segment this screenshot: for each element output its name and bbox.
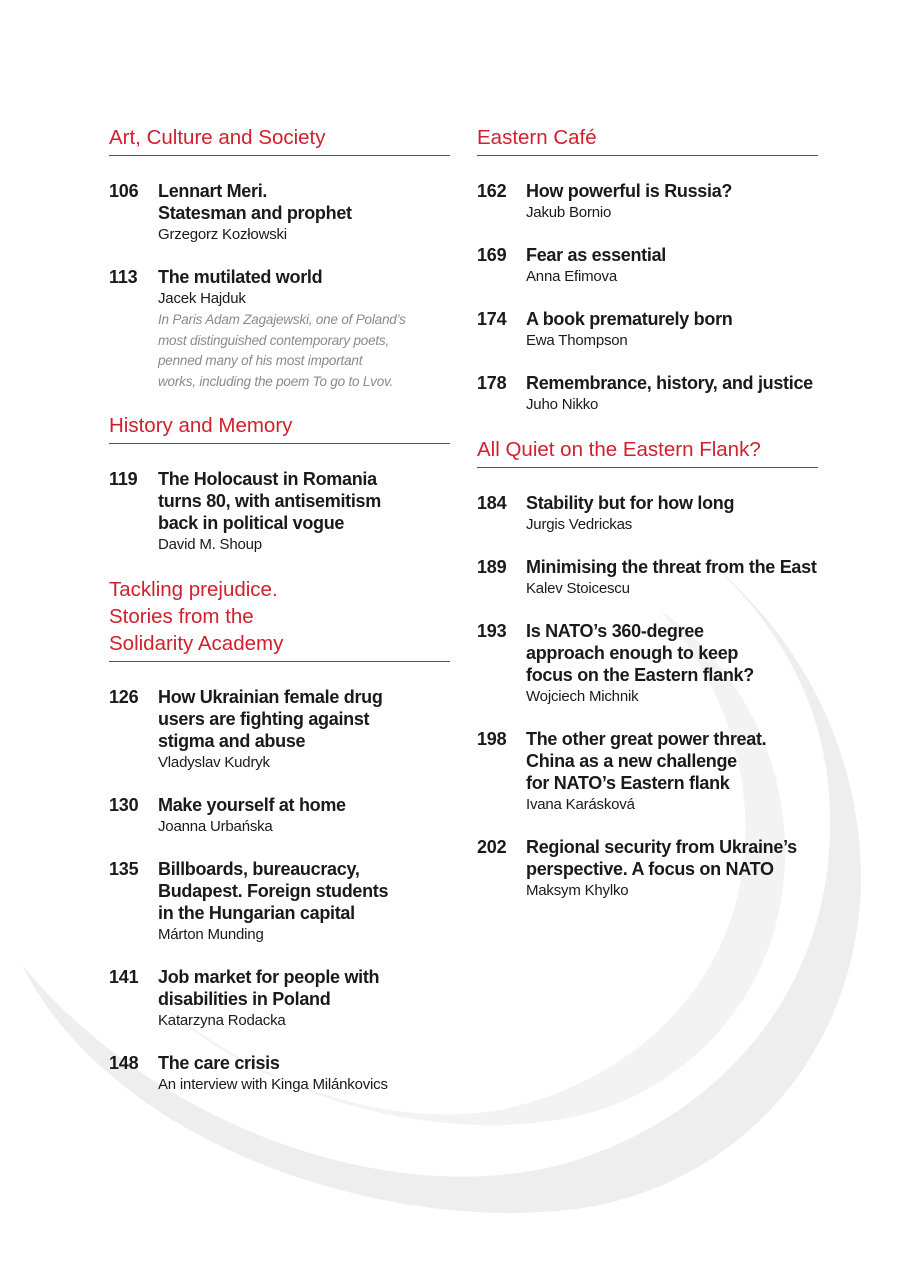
toc-entry[interactable]: [109, 468, 450, 556]
toc-section: [109, 576, 450, 1096]
entry-body: [526, 620, 818, 708]
article-headline[interactable]: How Ukrainian female drug users are fighting against stigma and abuse: [158, 687, 383, 751]
article-author: Márton Munding: [158, 926, 264, 943]
article-headline[interactable]: How powerful is Russia?: [526, 181, 733, 201]
article-author: Ivana Karásková: [526, 796, 635, 813]
page-number: 174: [477, 309, 507, 329]
article-author: Joanna Urbańska: [158, 818, 273, 835]
toc-right-column: [477, 124, 818, 922]
toc-entry[interactable]: [477, 620, 818, 708]
article-author: Jurgis Vedrickas: [526, 516, 633, 533]
toc-entry[interactable]: [109, 966, 450, 1032]
article-author: Jacek Hajduk: [158, 290, 246, 307]
article-description: In Paris Adam Zagajewski, one of Poland’s most distinguished contemporary poets, penned many of his most important works, including the poem To go to Lvov.: [158, 312, 406, 389]
article-author: An interview with Kinga Milánkovics: [158, 1076, 388, 1093]
section-title: All Quiet on the Eastern Flank?: [477, 436, 818, 468]
page-number: 148: [109, 1053, 139, 1073]
article-author: David M. Shoup: [158, 536, 262, 553]
entry-body: [526, 492, 818, 536]
entry-body: [526, 308, 818, 352]
toc-entry[interactable]: [109, 686, 450, 774]
entry-body: [526, 372, 818, 416]
entry-body: [158, 794, 450, 838]
toc-entry[interactable]: [477, 180, 818, 224]
page-number: 184: [477, 493, 507, 513]
article-author: Katarzyna Rodacka: [158, 1012, 286, 1029]
toc-section: [109, 124, 450, 392]
toc-entry[interactable]: [109, 180, 450, 246]
article-headline[interactable]: The other great power threat. China as a new challenge for NATO’s Eastern flank: [526, 729, 767, 793]
entry-body: [526, 836, 818, 902]
section-title: Art, Culture and Society: [109, 124, 450, 156]
toc-entry[interactable]: [477, 244, 818, 288]
section-title: Tackling prejudice. Stories from the Solidarity Academy: [109, 576, 450, 662]
entry-body: [526, 180, 818, 224]
toc-entry[interactable]: [477, 372, 818, 416]
entry-body: [158, 686, 450, 774]
page-number: 130: [109, 795, 139, 815]
page-number: 193: [477, 621, 507, 641]
article-headline[interactable]: Is NATO’s 360-degree approach enough to keep focus on the Eastern flank?: [526, 621, 754, 685]
article-headline[interactable]: A book prematurely born: [526, 309, 733, 329]
article-headline[interactable]: The care crisis: [158, 1053, 280, 1073]
article-author: Vladyslav Kudryk: [158, 754, 270, 771]
entry-body: [158, 858, 450, 946]
article-headline[interactable]: The Holocaust in Romania turns 80, with antisemitism back in political vogue: [158, 469, 381, 533]
section-title: History and Memory: [109, 412, 450, 444]
toc-left-column: [109, 124, 450, 1116]
article-author: Maksym Khylko: [526, 882, 629, 899]
toc-entry[interactable]: [477, 728, 818, 816]
entry-body: [158, 468, 450, 556]
page-number: 189: [477, 557, 507, 577]
entry-body: [158, 966, 450, 1032]
page-number: 178: [477, 373, 507, 393]
page-number: 119: [109, 469, 138, 489]
page-number: 162: [477, 181, 507, 201]
toc-entry[interactable]: [109, 1052, 450, 1096]
article-headline[interactable]: Lennart Meri. Statesman and prophet: [158, 181, 352, 223]
entry-body: [526, 244, 818, 288]
toc-entry[interactable]: [477, 308, 818, 352]
article-author: Juho Nikko: [526, 396, 599, 413]
section-title: Eastern Café: [477, 124, 818, 156]
toc-entry[interactable]: [109, 858, 450, 946]
page-number: 135: [109, 859, 139, 879]
entry-body: [526, 728, 818, 816]
article-headline[interactable]: Fear as essential: [526, 245, 666, 265]
toc-section: [477, 436, 818, 902]
toc-entry[interactable]: [477, 492, 818, 536]
entry-body: [158, 266, 450, 392]
page-number: 126: [109, 687, 139, 707]
toc-entry[interactable]: [109, 794, 450, 838]
toc-entry[interactable]: [109, 266, 450, 392]
article-author: Ewa Thompson: [526, 332, 628, 349]
article-author: Anna Efimova: [526, 268, 617, 285]
page-number: 141: [109, 967, 139, 987]
toc-section: [477, 124, 818, 416]
page-number: 169: [477, 245, 507, 265]
article-author: Kalev Stoicescu: [526, 580, 630, 597]
toc-section: [109, 412, 450, 556]
article-headline[interactable]: Billboards, bureaucracy, Budapest. Foreign students in the Hungarian capital: [158, 859, 389, 923]
entry-body: [158, 180, 450, 246]
entry-body: [526, 556, 818, 600]
article-headline[interactable]: Job market for people with disabilities in Poland: [158, 967, 380, 1009]
article-author: Wojciech Michnik: [526, 688, 639, 705]
article-headline[interactable]: The mutilated world: [158, 267, 323, 287]
page-number: 198: [477, 729, 507, 749]
page-number: 113: [109, 267, 138, 287]
article-headline[interactable]: Minimising the threat from the East: [526, 557, 817, 577]
article-author: Grzegorz Kozłowski: [158, 226, 287, 243]
article-headline[interactable]: Regional security from Ukraine’s perspective. A focus on NATO: [526, 837, 797, 879]
article-headline[interactable]: Remembrance, history, and justice: [526, 373, 813, 393]
toc-entry[interactable]: [477, 836, 818, 902]
article-headline[interactable]: Stability but for how long: [526, 493, 735, 513]
article-headline[interactable]: Make yourself at home: [158, 795, 346, 815]
entry-body: [158, 1052, 450, 1096]
article-author: Jakub Bornio: [526, 204, 612, 221]
toc-entry[interactable]: [477, 556, 818, 600]
page-number: 106: [109, 181, 139, 201]
page-number: 202: [477, 837, 507, 857]
